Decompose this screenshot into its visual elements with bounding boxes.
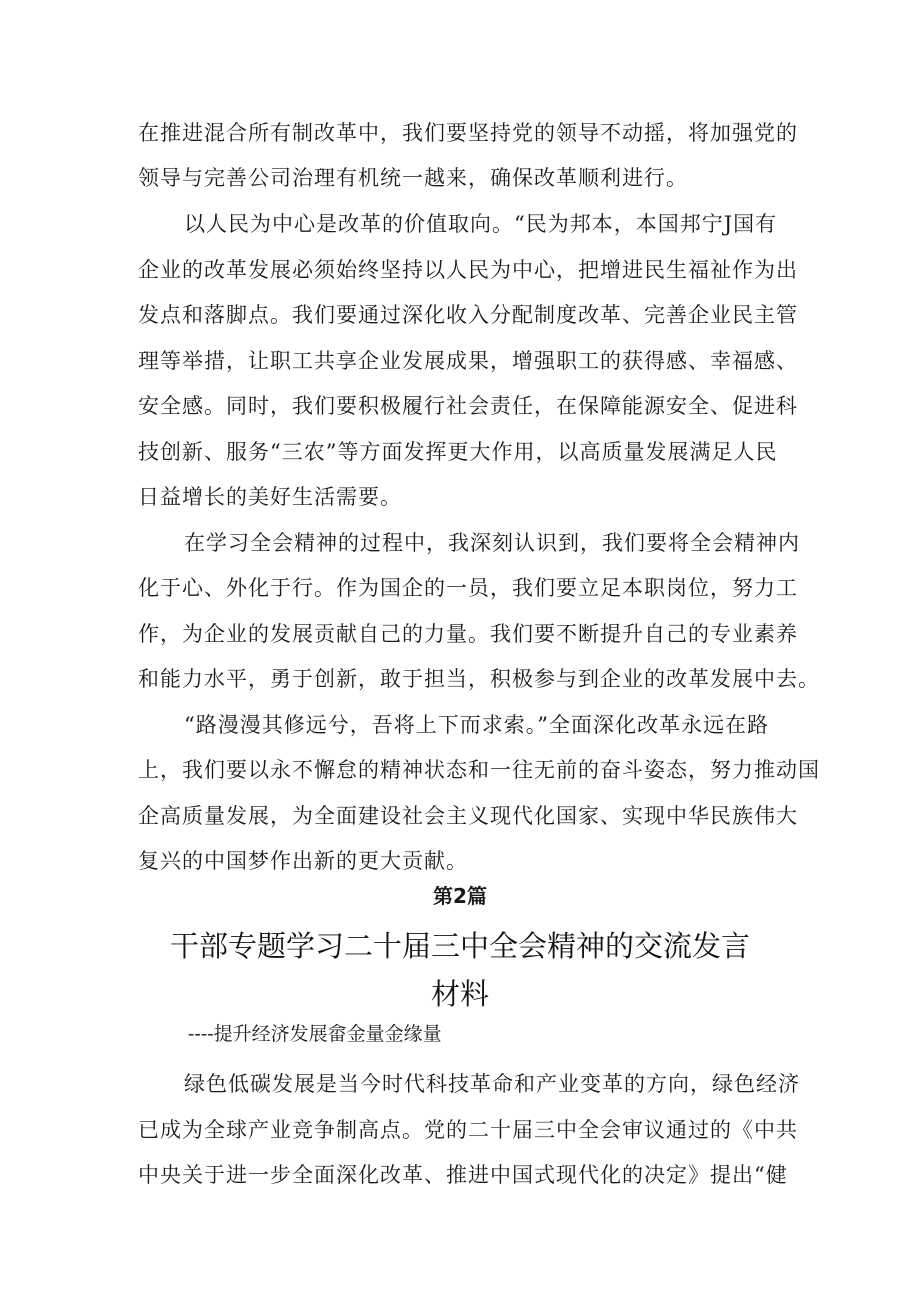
paragraph-line: 以人民为中心是改革的价值取向。“民为邦本，本国邦宁J国有	[184, 212, 778, 236]
paragraph-line: 上，我们要以永不懈怠的精神状态和一往无前的奋斗姿态，努力推动国	[138, 758, 820, 782]
paragraph-line: 作，为企业的发展贡献自己的力量。我们要不断提升自己的专业素养	[138, 622, 798, 646]
paragraph-line: 技创新、服务“三农”等方面发挥更大作用，以高质量发展满足人民	[138, 440, 778, 464]
paragraph-line: 在学习全会精神的过程中，我深刻认识到，我们要将全会精神内	[184, 531, 800, 555]
paragraph-line: 日益增长的美好生活需要。	[138, 485, 402, 509]
article-title-line-1: 干部专题学习二十届三中全会精神的交流发言	[169, 929, 750, 963]
paragraph-line: 领导与完善公司治理有机统一越来，确保改革顺利进行。	[138, 166, 688, 190]
article-subtitle: ----提升经济发展畲金量金缘量	[188, 1023, 442, 1045]
paragraph-line: 理等举措，让职工共享企业发展成果，增强职工的获得感、幸福感、	[138, 349, 798, 373]
article-title-line-2: 材料	[430, 977, 489, 1011]
paragraph-line: 发点和落脚点。我们要通过深化收入分配制度改革、完善企业民主管	[138, 303, 798, 327]
paragraph-line: 企高质量发展，为全面建设社会主义现代化国家、实现中华民族伟大	[138, 804, 798, 828]
chapter-label: 第2篇	[433, 884, 487, 908]
paragraph-line: 绿色低碳发展是当今时代科技革命和产业变革的方向，绿色经济	[184, 1072, 800, 1096]
paragraph-line: 在推进混合所有制改革中，我们要坚持党的领导不动摇，将加强党的	[138, 121, 798, 145]
paragraph-line: 企业的改革发展必须始终坚持以人民为中心，把增进民生福祉作为出	[138, 258, 798, 282]
paragraph-line: 和能力水平，勇于创新，敢于担当，积极参与到企业的改革发展中去。	[138, 667, 820, 691]
paragraph-line: 已成为全球产业竞争制高点。党的二十届三中全会审议通过的《中共	[138, 1118, 798, 1142]
paragraph-line: 安全感。同时，我们要积极履行社会责任，在保障能源安全、促进科	[138, 394, 798, 418]
paragraph-line: 化于心、外化于行。作为国企的一员，我们要立足本职岗位，努力工	[138, 576, 798, 600]
paragraph-line: 复兴的中国梦作出新的更大贡献。	[138, 849, 468, 873]
paragraph-line: 中央关于进一步全面深化改革、推进中国式现代化的决定》提出“健	[138, 1163, 788, 1187]
paragraph-line: “路漫漫其修远兮，吾将上下而求索。”全面深化改革永远在路	[184, 713, 769, 737]
